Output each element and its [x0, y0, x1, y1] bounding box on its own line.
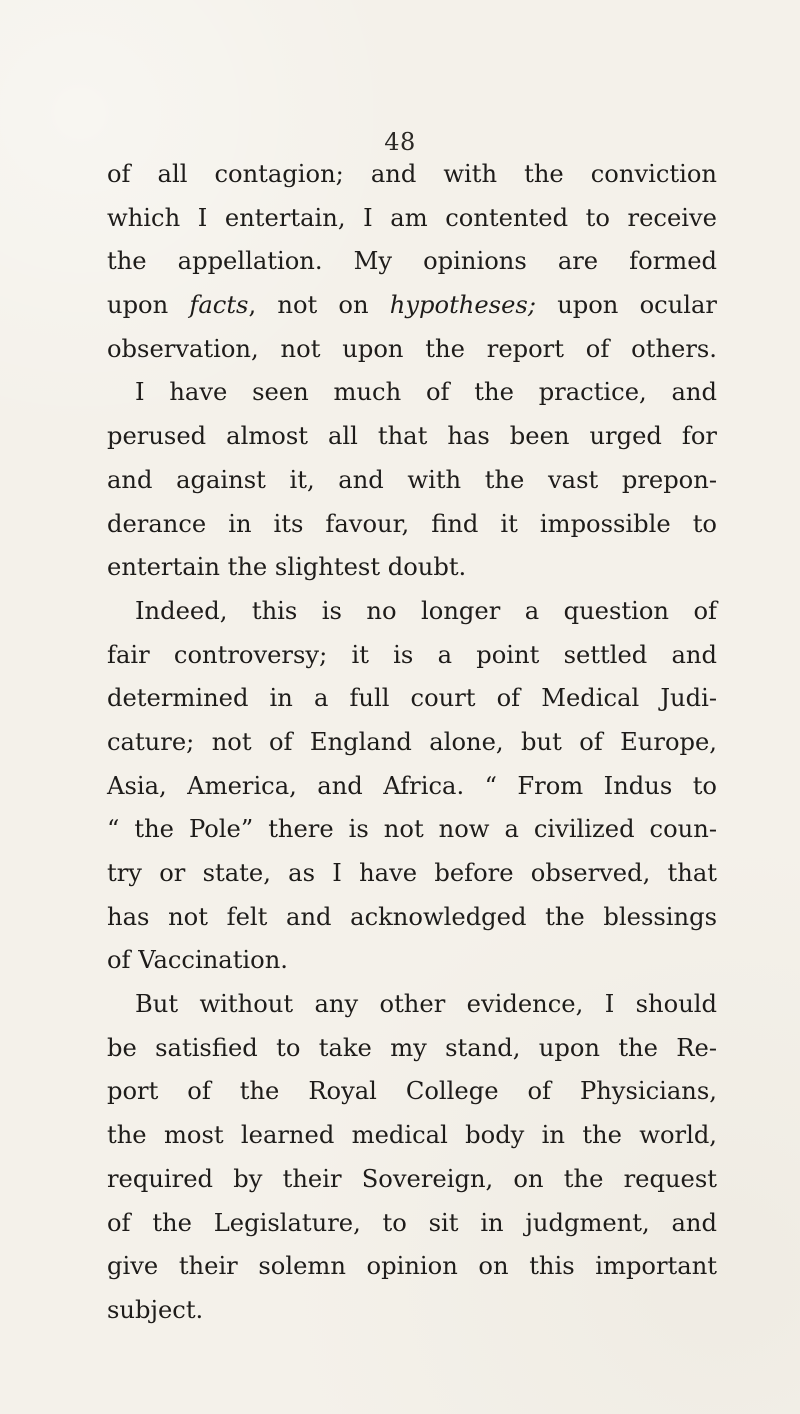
- text-line: [107, 371, 717, 415]
- italic-text: hypotheses;: [389, 291, 536, 320]
- text-segment: , not on: [248, 291, 390, 320]
- text-segment: fair controversy; it is a point settled and: [107, 640, 717, 669]
- text-segment: derance in its favour, find it impossible to: [107, 509, 717, 538]
- text-segment: Asia, America, and Africa. “ From Indus to: [107, 771, 717, 800]
- page-number: 48: [384, 128, 416, 156]
- text-segment: “ the Pole” there is not now a civilized coun-: [107, 815, 717, 844]
- text-line: [107, 197, 717, 241]
- text-line: [107, 983, 717, 1027]
- text-segment: of all contagion; and with the conviction: [107, 160, 717, 188]
- text-line: [107, 328, 717, 372]
- body-text: [107, 153, 717, 1333]
- text-segment: required by their Sovereign, on the request: [107, 1164, 717, 1193]
- text-line: [107, 590, 717, 634]
- text-line: [107, 1114, 717, 1158]
- text-line: [107, 546, 717, 590]
- text-segment: I have seen much of the practice, and: [135, 378, 717, 407]
- text-line: [107, 634, 717, 678]
- text-line: [107, 808, 717, 852]
- text-line: [107, 1027, 717, 1071]
- text-segment: entertain the slightest doubt.: [107, 553, 467, 582]
- text-segment: give their solemn opinion on this important: [107, 1252, 717, 1281]
- text-segment: has not felt and acknowledged the blessings: [107, 902, 717, 931]
- text-line: [107, 284, 717, 328]
- text-segment: the appellation. My opinions are formed: [107, 247, 717, 276]
- text-line: [107, 721, 717, 765]
- text-segment: of the Legislature, to sit in judgment, and: [107, 1208, 717, 1237]
- text-line: [107, 1245, 717, 1289]
- text-line: [107, 1070, 717, 1114]
- text-segment: which I entertain, I am contented to receive: [107, 203, 717, 232]
- text-segment: Indeed, this is no longer a question of: [135, 596, 717, 625]
- text-segment: determined in a full court of Medical Judi-: [107, 684, 717, 713]
- text-segment: upon ocular: [535, 291, 717, 320]
- text-segment: But without any other evidence, I should: [135, 990, 717, 1019]
- italic-text: facts: [189, 291, 249, 320]
- text-line: [107, 939, 717, 983]
- text-line: [107, 415, 717, 459]
- text-line: [107, 765, 717, 809]
- text-segment: try or state, as I have before observed, that: [107, 859, 717, 887]
- text-line: [107, 1202, 717, 1246]
- text-line: [107, 503, 717, 547]
- text-segment: be satisfied to take my stand, upon the Re-: [107, 1033, 717, 1062]
- text-line: [107, 896, 717, 940]
- text-segment: and against it, and with the vast prepon-: [107, 465, 717, 494]
- text-segment: subject.: [107, 1295, 204, 1324]
- text-line: [107, 153, 717, 197]
- text-line: [107, 240, 717, 284]
- text-segment: of Vaccination.: [107, 946, 288, 975]
- text-segment: observation, not upon the report of others.: [107, 334, 717, 363]
- text-line: [107, 1289, 717, 1333]
- text-segment: cature; not of England alone, but of Europe,: [107, 727, 717, 756]
- text-line: [107, 677, 717, 721]
- text-line: [107, 459, 717, 503]
- text-line: [107, 1158, 717, 1202]
- text-line: [107, 852, 717, 896]
- text-segment: perused almost all that has been urged for: [107, 422, 717, 451]
- text-segment: upon: [107, 291, 190, 320]
- text-segment: the most learned medical body in the world,: [107, 1121, 717, 1150]
- text-segment: port of the Royal College of Physicians,: [107, 1077, 717, 1106]
